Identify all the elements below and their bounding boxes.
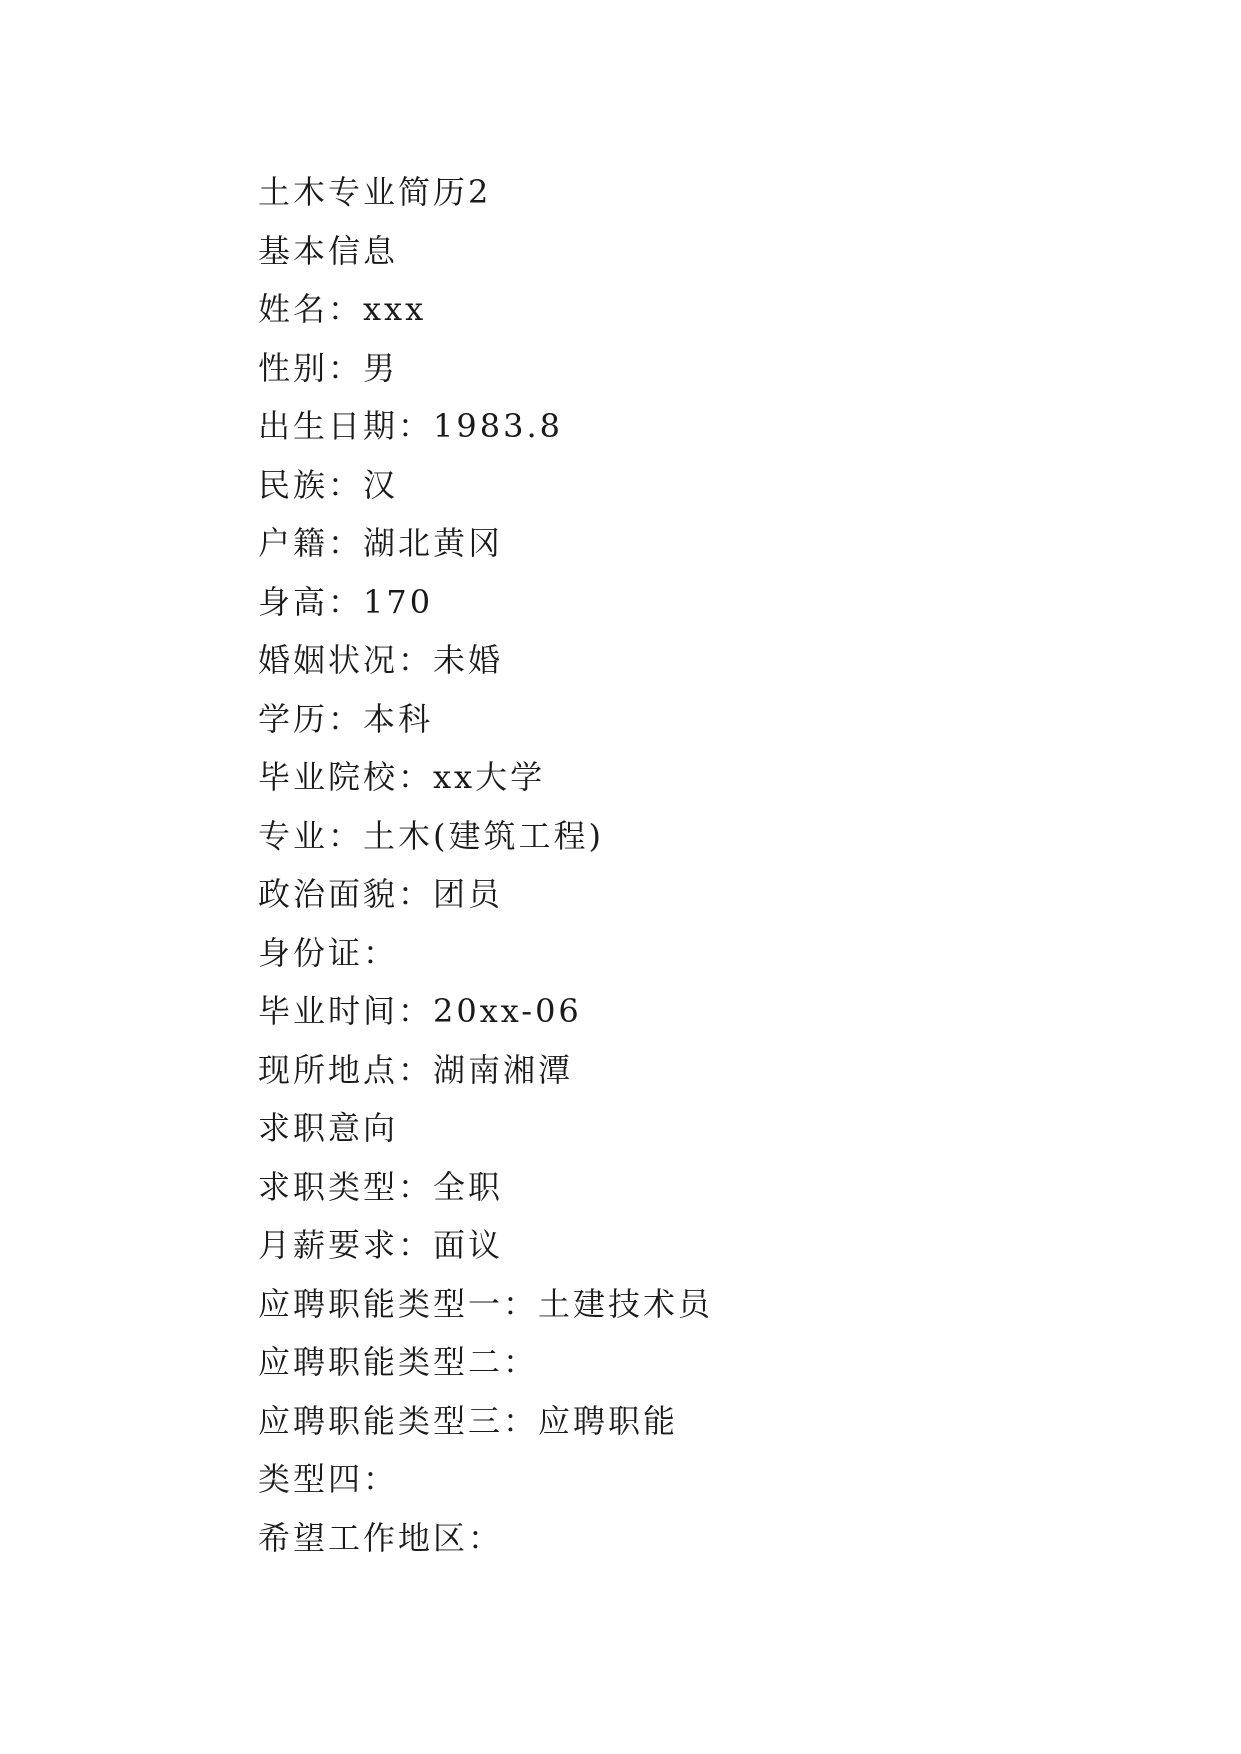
field-ethnicity: 民族：汉 — [258, 465, 399, 504]
field-household-registration: 户籍：湖北黄冈 — [258, 524, 504, 562]
field-political-status: 政治面貌：团员 — [258, 875, 504, 913]
field-height: 身高：170 — [258, 582, 434, 621]
field-birth-date: 出生日期：1983.8 — [258, 407, 563, 445]
field-job-type: 求职类型：全职 — [258, 1167, 504, 1206]
field-marital-status: 婚姻状况：未婚 — [258, 641, 504, 679]
field-position-type-3: 应聘职能类型三：应聘职能 — [258, 1401, 679, 1440]
document-title: 土木专业简历2 — [258, 173, 492, 211]
field-id-card: 身份证： — [258, 933, 399, 972]
section-heading-job-intention: 求职意向 — [258, 1109, 399, 1147]
field-education: 学历：本科 — [258, 699, 434, 738]
field-position-type-1: 应聘职能类型一：土建技术员 — [258, 1284, 714, 1323]
resume-text-block — [258, 163, 1018, 1567]
field-major: 专业：土木(建筑工程) — [258, 816, 604, 855]
section-heading-basic-info: 基本信息 — [258, 231, 399, 270]
field-name: 姓名：xxx — [258, 290, 427, 328]
field-preferred-work-area: 希望工作地区： — [258, 1518, 504, 1557]
field-position-type-4: 类型四： — [258, 1460, 399, 1498]
field-school: 毕业院校：xx大学 — [258, 758, 546, 796]
field-current-location: 现所地点：湖南湘潭 — [258, 1050, 574, 1089]
field-position-type-2: 应聘职能类型二： — [258, 1343, 539, 1381]
field-salary: 月薪要求：面议 — [258, 1226, 504, 1264]
field-graduation-time: 毕业时间：20xx-06 — [258, 992, 582, 1030]
field-gender: 性别：男 — [258, 348, 399, 387]
